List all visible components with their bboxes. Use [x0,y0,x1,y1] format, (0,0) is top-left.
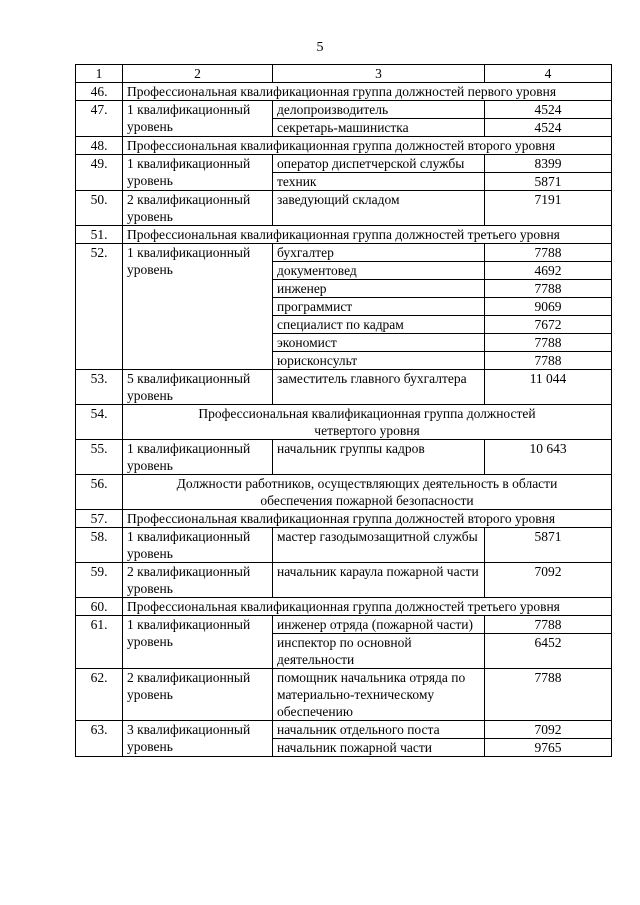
qualification-level: 1 квалификационный уровень [123,616,273,669]
qualification-level: 1 квалификационный уровень [123,155,273,191]
salary-value: 11 044 [485,370,612,405]
salary-value: 9765 [485,739,612,757]
table-row [76,563,612,598]
position-title: оператор диспетчерской службы [273,155,485,173]
salary-value: 4524 [485,101,612,119]
salary-value: 5871 [485,528,612,563]
position-title: заместитель главного бухгалтера [273,370,485,405]
row-number: 56. [76,475,123,510]
salary-value: 7191 [485,191,612,226]
group-title-line: Профессиональная квалификационная группа должностей [198,406,536,421]
row-number: 62. [76,669,123,721]
position-title: программист [273,298,485,316]
group-row [76,598,612,616]
group-row [76,137,612,155]
group-title: Профессиональная квалификационная группа должностей третьего уровня [123,226,612,244]
page-number: 5 [316,40,324,55]
group-title-line: обеспечения пожарной безопасности [260,493,474,508]
row-number: 50. [76,191,123,226]
header-cell: 3 [273,65,485,83]
group-row [76,510,612,528]
position-title: бухгалтер [273,244,485,262]
header-cell: 4 [485,65,612,83]
row-number: 59. [76,563,123,598]
salary-value: 7788 [485,669,612,721]
salary-value: 7092 [485,563,612,598]
position-title: техник [273,173,485,191]
salary-value: 7788 [485,352,612,370]
group-title-line: четвертого уровня [314,423,420,438]
row-number: 46. [76,83,123,101]
row-number: 52. [76,244,123,370]
position-title: юрисконсульт [273,352,485,370]
table-row [76,101,612,119]
salary-value: 7788 [485,334,612,352]
row-number: 60. [76,598,123,616]
qualification-level: 3 квалификационный уровень [123,721,273,757]
qualification-level: 2 квалификационный уровень [123,191,273,226]
salary-value: 4524 [485,119,612,137]
row-number: 47. [76,101,123,137]
position-title: начальник группы кадров [273,440,485,475]
group-title-line: Должности работников, осуществляющих деятельность в области [176,476,558,491]
position-title: помощник начальника отряда по материально-техническому обеспечению [273,669,485,721]
row-number: 63. [76,721,123,757]
position-title: мастер газодымозащитной службы [273,528,485,563]
table-row [76,244,612,262]
qualification-level: 2 квалификационный уровень [123,669,273,721]
table-row [76,616,612,634]
salary-value: 7672 [485,316,612,334]
group-row [76,226,612,244]
salary-value: 9069 [485,298,612,316]
group-row [76,83,612,101]
group-title [123,405,612,440]
header-cell: 2 [123,65,273,83]
table-row [76,440,612,475]
table-header-row [76,65,612,83]
row-number: 61. [76,616,123,669]
position-title: инспектор по основной деятельности [273,634,485,669]
salary-value: 6452 [485,634,612,669]
position-title: документовед [273,262,485,280]
salary-value: 5871 [485,173,612,191]
position-title: делопроизводитель [273,101,485,119]
table-row [76,669,612,721]
row-number: 57. [76,510,123,528]
row-number: 58. [76,528,123,563]
group-row [76,475,612,510]
position-title: экономист [273,334,485,352]
salary-value: 10 643 [485,440,612,475]
qualification-level: 1 квалификационный уровень [123,440,273,475]
salary-table-body [76,65,612,757]
qualification-level: 1 квалификационный уровень [123,528,273,563]
group-title: Профессиональная квалификационная группа должностей первого уровня [123,83,612,101]
table-row [76,155,612,173]
qualification-level: 5 квалификационный уровень [123,370,273,405]
header-cell: 1 [76,65,123,83]
position-title: начальник пожарной части [273,739,485,757]
salary-value: 7788 [485,616,612,634]
position-title: инженер [273,280,485,298]
salary-value: 7788 [485,280,612,298]
qualification-level: 1 квалификационный уровень [123,101,273,137]
salary-value: 7092 [485,721,612,739]
salary-value: 8399 [485,155,612,173]
table-row [76,191,612,226]
row-number: 55. [76,440,123,475]
row-number: 51. [76,226,123,244]
group-title: Профессиональная квалификационная группа должностей третьего уровня [123,598,612,616]
qualification-level: 2 квалификационный уровень [123,563,273,598]
group-row [76,405,612,440]
group-title: Профессиональная квалификационная группа должностей второго уровня [123,510,612,528]
position-title: начальник караула пожарной части [273,563,485,598]
salary-value: 4692 [485,262,612,280]
position-title: инженер отряда (пожарной части) [273,616,485,634]
qualification-level: 1 квалификационный уровень [123,244,273,370]
position-title: заведующий складом [273,191,485,226]
position-title: специалист по кадрам [273,316,485,334]
table-row [76,721,612,739]
row-number: 48. [76,137,123,155]
group-title [123,475,612,510]
salary-value: 7788 [485,244,612,262]
row-number: 49. [76,155,123,191]
row-number: 54. [76,405,123,440]
group-title: Профессиональная квалификационная группа должностей второго уровня [123,137,612,155]
position-title: секретарь-машинистка [273,119,485,137]
row-number: 53. [76,370,123,405]
salary-table [75,64,612,757]
table-row [76,528,612,563]
position-title: начальник отдельного поста [273,721,485,739]
table-row [76,370,612,405]
